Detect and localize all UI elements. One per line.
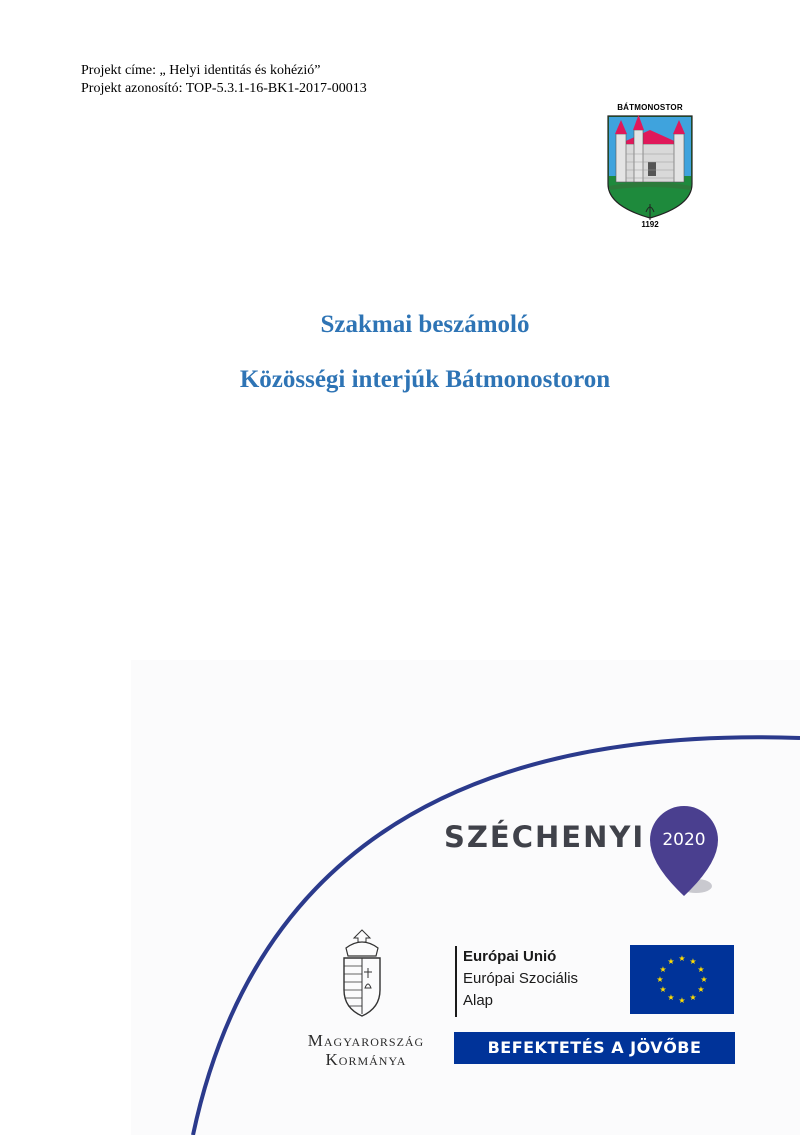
eu-line-3: Alap [463,992,494,1009]
eu-fund-text [463,946,578,1012]
invest-banner: BEFEKTETÉS A JÖVŐBE [454,1032,735,1064]
svg-text:★: ★ [678,996,686,1005]
svg-text:★: ★ [659,985,667,994]
svg-text:★: ★ [659,965,667,974]
government-line-1: Magyarország [307,1031,425,1050]
svg-text:★: ★ [667,993,675,1002]
town-crest [602,103,698,231]
hungarian-coat-of-arms-icon [332,928,392,1020]
crest-town-name: BÁTMONOSTOR [617,103,683,112]
report-title: Szakmai beszámoló [320,311,530,338]
svg-text:★: ★ [697,965,705,974]
project-title-line: Projekt címe: „ Helyi identitás és kohézió” [81,63,321,78]
crest-shield-icon [602,114,698,220]
eu-line-1: Európai Unió [463,948,557,965]
project-header [81,62,367,98]
svg-text:★: ★ [678,954,686,963]
eu-flag-icon [630,945,734,1014]
svg-text:★: ★ [656,975,664,984]
project-id-line: Projekt azonosító: TOP-5.3.1-16-BK1-2017-00013 [81,81,367,96]
eu-divider [455,946,457,1017]
svg-text:★: ★ [697,985,705,994]
government-logo-text [286,1031,446,1069]
svg-text:★: ★ [667,957,675,966]
svg-text:★: ★ [689,993,697,1002]
report-subtitle: Közösségi interjúk Bátmonostoron [239,366,611,393]
svg-text:★: ★ [700,975,708,984]
szechenyi-year: 2020 [662,830,706,850]
crest-year: 1192 [641,220,659,229]
szechenyi-logo-text: SZÉCHENYI [444,820,646,854]
eu-line-2: Európai Szociális [463,970,579,987]
svg-text:★: ★ [689,957,697,966]
government-line-2: Kormánya [325,1050,407,1069]
szechenyi-pin-icon [646,804,722,900]
